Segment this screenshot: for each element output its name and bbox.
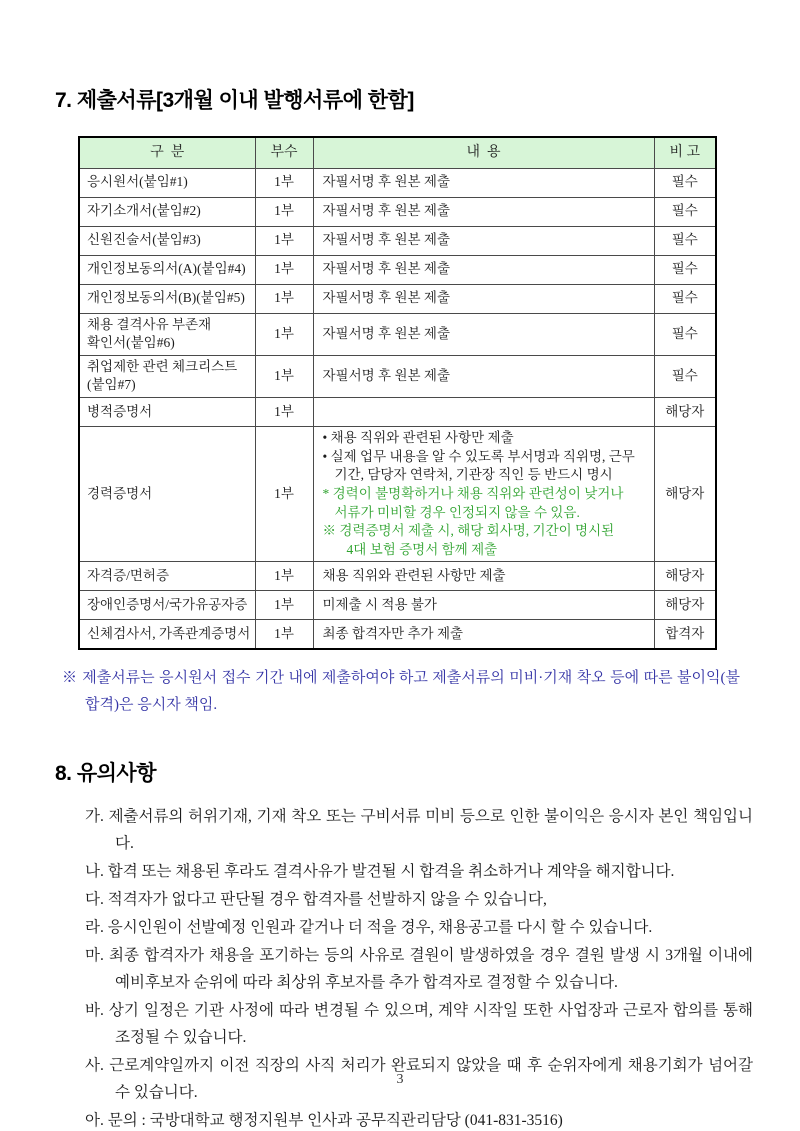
cell-remark: 필수 [654,197,716,226]
cell-content [313,398,654,427]
cell-content: 자필서명 후 원본 제출 [313,255,654,284]
cell-copies: 1부 [255,226,313,255]
cell-document-name: 개인정보동의서(B)(붙임#5) [79,284,255,313]
column-header-gubun: 구 분 [79,137,255,168]
cell-remark: 필수 [654,355,716,397]
table-row [79,226,716,255]
cell-content: 채용 직위와 관련된 사항만 제출 [313,562,654,591]
cell-document-name: 장애인증명서/국가유공자증 [79,591,255,620]
column-header-content: 내 용 [313,137,654,168]
cell-content: 자필서명 후 원본 제출 [313,313,654,355]
table-row [79,197,716,226]
table-row [79,562,716,591]
cell-remark: 해당자 [654,591,716,620]
table-row [79,591,716,620]
cell-remark: 필수 [654,313,716,355]
cell-remark: 필수 [654,255,716,284]
table-footnote: ※ 제출서류는 응시원서 접수 기간 내에 제출하여야 하고 제출서류의 미비·기재 착오 등에 따른 불이익(불합격)은 응시자 책임. [62,669,740,713]
cell-remark: 필수 [654,168,716,197]
notice-item: 가. 제출서류의 허위기재, 기재 착오 또는 구비서류 미비 등으로 인한 불이익은 응시자 본인 책임입니다. [85,807,753,852]
cell-copies: 1부 [255,313,313,355]
notice-item: 나. 합격 또는 채용된 후라도 결격사유가 발견될 시 합격을 취소하거나 계약을 해지합니다. [85,862,675,880]
cell-copies: 1부 [255,591,313,620]
notice-item: 마. 최종 합격자가 채용을 포기하는 등의 사유로 결원이 발생하였을 경우 결원 발생 시 3개월 이내에 예비후보자 순위에 따라 최상위 후보자를 추가 합격자로 결정할 수 있습니다. [85,946,753,991]
cell-document-name: 경력증명서 [79,427,255,562]
cell-document-name: 응시원서(붙임#1) [79,168,255,197]
column-header-note: 비 고 [654,137,716,168]
cell-copies: 1부 [255,168,313,197]
table-row [79,284,716,313]
cell-document-name: 취업제한 관련 체크리스트 (붙임#7) [79,355,255,397]
cell-copies: 1부 [255,355,313,397]
cell-remark: 필수 [654,226,716,255]
cell-document-name: 개인정보동의서(A)(붙임#4) [79,255,255,284]
cell-remark: 해당자 [654,562,716,591]
cell-content: 자필서명 후 원본 제출 [313,284,654,313]
cell-copies: 1부 [255,284,313,313]
table-header-row [79,137,716,168]
cell-document-name: 채용 결격사유 부존재 확인서(붙임#6) [79,313,255,355]
cell-document-name: 신체검사서, 가족관계증명서 [79,620,255,649]
notice-item: 라. 응시인원이 선발예정 인원과 같거나 더 적을 경우, 채용공고를 다시 할 수 있습니다. [85,918,653,936]
cell-copies: 1부 [255,398,313,427]
cell-remark: 합격자 [654,620,716,649]
cell-content: 최종 합격자만 추가 제출 [313,620,654,649]
notice-item: 바. 상기 일정은 기관 사정에 따라 변경될 수 있으며, 계약 시작일 또한 사업장과 근로자 합의를 통해 조정될 수 있습니다. [85,1001,753,1046]
table-row [79,313,716,355]
cell-content: 자필서명 후 원본 제출 [313,355,654,397]
table-row [79,398,716,427]
column-header-copies: 부수 [255,137,313,168]
cell-remark: 해당자 [654,398,716,427]
cell-document-name: 병적증명서 [79,398,255,427]
cell-document-name: 신원진술서(붙임#3) [79,226,255,255]
page-number: 3 [396,1072,404,1087]
table-row [79,168,716,197]
cell-copies: 1부 [255,620,313,649]
cell-remark: 해당자 [654,427,716,562]
submission-documents-table [78,136,717,650]
documents-table-body [79,168,716,649]
table-row [79,355,716,397]
cell-copies: 1부 [255,255,313,284]
notice-item: 사. 근로계약일까지 이전 직장의 사직 처리가 완료되지 않았을 때 후 순위자에게 채용기회가 넘어갈 수 있습니다. [85,1056,753,1101]
table-row [79,255,716,284]
cell-content: 자필서명 후 원본 제출 [313,168,654,197]
cell-content: 자필서명 후 원본 제출 [313,226,654,255]
cell-copies: 1부 [255,197,313,226]
section8-title: 8. 유의사항 [55,761,156,785]
table-row [79,620,716,649]
notice-item: 아. 문의 : 국방대학교 행정지원부 인사과 공무직관리담당 (041-831-3516) [85,1111,563,1129]
cell-copies: 1부 [255,427,313,562]
table-header [79,137,716,168]
cell-content: 자필서명 후 원본 제출 [313,197,654,226]
cell-content: 미제출 시 적용 불가 [313,591,654,620]
cell-content: • 채용 직위와 관련된 사항만 제출 • 실제 업무 내용을 알 수 있도록 부서명과 직위명, 근무 기간, 담당자 연락처, 기관장 직인 등 반드시 명시 * 경력이 불명확하거나 채용 직위와 관련성이 낮거나 서류가 미비할 경우 인정되지 않을 수 있음. ※ 경력증명서 제출 시, 해당 회사명, 기간이 명시된 4대 보험 증명서 함께 제출 [313,427,654,562]
notice-item: 다. 적격자가 없다고 판단될 경우 합격자를 선발하지 않을 수 있습니다, [85,890,547,908]
cell-remark: 필수 [654,284,716,313]
table-row [79,427,716,562]
cell-document-name: 자격증/면허증 [79,562,255,591]
cell-document-name: 자기소개서(붙임#2) [79,197,255,226]
section7-title: 7. 제출서류[3개월 이내 발행서류에 한함] [55,89,414,112]
cell-copies: 1부 [255,562,313,591]
